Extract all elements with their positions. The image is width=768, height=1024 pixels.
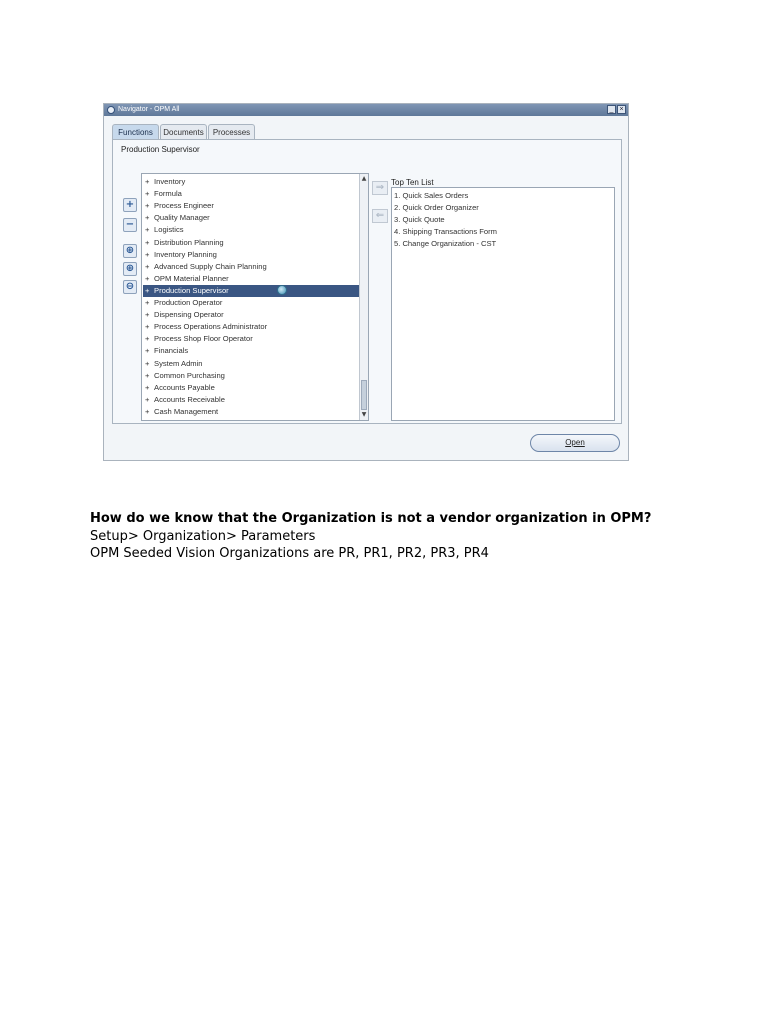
tab-processes[interactable]: Processes (208, 124, 255, 140)
function-label: Process Operations Administrator (154, 322, 268, 332)
expand-marker-icon: + (145, 394, 150, 404)
function-label: Inventory (154, 177, 186, 186)
top-ten-item[interactable]: 3. Quick Quote (394, 215, 445, 224)
navigator-window (103, 103, 629, 461)
question-heading: How do we know that the Organization is not a vendor organization in OPM? (90, 511, 652, 526)
function-label: Accounts Payable (154, 382, 215, 392)
function-label: Advanced Supply Chain Planning (154, 261, 267, 271)
tab-functions[interactable]: Functions (112, 124, 159, 140)
function-label: Quality Manager (154, 213, 210, 223)
expand-branch-icon[interactable]: ⊕ (123, 244, 137, 258)
function-label: Cash Management (154, 406, 219, 416)
scroll-down-icon[interactable]: ▼ (361, 411, 367, 418)
expand-marker-icon: + (145, 358, 150, 368)
scroll-up-icon[interactable]: ▲ (361, 175, 367, 182)
minimize-icon[interactable]: _ (607, 105, 616, 114)
top-ten-item[interactable]: 4. Shipping Transactions Form (394, 227, 497, 236)
expand-marker-icon: + (145, 225, 150, 235)
tab-documents[interactable]: Documents (160, 124, 207, 140)
functions-scrollbar[interactable] (359, 174, 368, 420)
function-label: Logistics (154, 225, 184, 235)
function-item[interactable] (143, 382, 360, 394)
function-label: Formula (154, 189, 182, 199)
expand-marker-icon: + (145, 334, 150, 344)
function-item[interactable] (143, 297, 360, 309)
expand-marker-icon: + (145, 261, 150, 271)
open-button[interactable]: Open (530, 434, 620, 452)
function-item[interactable] (143, 370, 360, 382)
function-item[interactable] (143, 249, 360, 261)
expand-marker-icon: + (145, 237, 150, 247)
add-to-top-ten-icon[interactable]: ⇒ (372, 181, 388, 195)
function-item[interactable] (143, 394, 360, 406)
expand-all-icon[interactable]: ⊕ (123, 262, 137, 276)
function-item[interactable] (143, 321, 360, 333)
expand-marker-icon: + (145, 249, 150, 259)
functions-panel (112, 139, 622, 424)
expand-marker-icon: + (145, 322, 150, 332)
function-label: System Admin (154, 358, 203, 368)
top-ten-list[interactable] (391, 187, 615, 421)
function-label: Inventory Planning (154, 249, 217, 259)
window-title: Navigator - OPM All (118, 106, 180, 113)
remove-from-top-ten-icon[interactable]: ⇐ (372, 209, 388, 223)
collapse-icon[interactable]: − (123, 218, 137, 232)
function-label: Production Supervisor (154, 285, 229, 295)
function-item[interactable] (143, 224, 360, 236)
top-ten-item[interactable]: 5. Change Organization - CST (394, 239, 497, 248)
app-icon (107, 106, 115, 114)
expand-marker-icon: + (145, 310, 150, 320)
function-label: Dispensing Operator (154, 310, 224, 320)
expand-marker-icon: + (145, 201, 150, 211)
expand-marker-icon: + (145, 346, 150, 356)
function-label: Financials (154, 346, 189, 356)
function-item[interactable] (143, 237, 360, 249)
function-item[interactable] (143, 188, 360, 200)
function-item[interactable] (143, 200, 360, 212)
expand-marker-icon: + (145, 189, 150, 199)
collapse-all-icon[interactable]: ⊖ (123, 280, 137, 294)
function-item[interactable] (143, 285, 360, 297)
function-item[interactable] (143, 309, 360, 321)
close-icon[interactable]: × (617, 105, 626, 114)
busy-cursor-icon (277, 285, 287, 295)
function-label: Process Shop Floor Operator (154, 334, 253, 344)
responsibility-label: Production Supervisor (121, 145, 200, 154)
function-item[interactable] (143, 333, 360, 345)
function-label: Common Purchasing (154, 370, 225, 380)
function-label: OPM Material Planner (154, 273, 229, 283)
function-item[interactable] (143, 176, 360, 188)
top-ten-item[interactable]: 1. Quick Sales Orders (394, 191, 469, 200)
expand-marker-icon: + (145, 273, 150, 283)
top-ten-label: Top Ten List (391, 178, 434, 187)
function-label: Process Engineer (154, 201, 214, 211)
function-item[interactable] (143, 345, 360, 357)
functions-tree[interactable] (141, 173, 369, 421)
function-label: Accounts Receivable (154, 394, 225, 404)
expand-marker-icon: + (145, 177, 150, 186)
function-item[interactable] (143, 406, 360, 418)
function-item[interactable] (143, 212, 360, 224)
expand-icon[interactable]: + (123, 198, 137, 212)
function-item[interactable] (143, 358, 360, 370)
window-titlebar[interactable] (104, 104, 628, 116)
expand-marker-icon: + (145, 213, 150, 223)
expand-marker-icon: + (145, 285, 150, 295)
top-ten-item[interactable]: 2. Quick Order Organizer (394, 203, 479, 212)
expand-marker-icon: + (145, 406, 150, 416)
expand-marker-icon: + (145, 298, 150, 307)
function-label: Production Operator (154, 298, 223, 307)
function-item[interactable] (143, 261, 360, 273)
scroll-thumb[interactable] (361, 380, 367, 410)
expand-marker-icon: + (145, 382, 150, 392)
navigation-path: Setup> Organization> Parameters (90, 529, 316, 544)
function-label: Distribution Planning (154, 237, 224, 247)
expand-marker-icon: + (145, 370, 150, 380)
function-item[interactable] (143, 273, 360, 285)
seeded-organizations: OPM Seeded Vision Organizations are PR, PR1, PR2, PR3, PR4 (90, 546, 489, 561)
